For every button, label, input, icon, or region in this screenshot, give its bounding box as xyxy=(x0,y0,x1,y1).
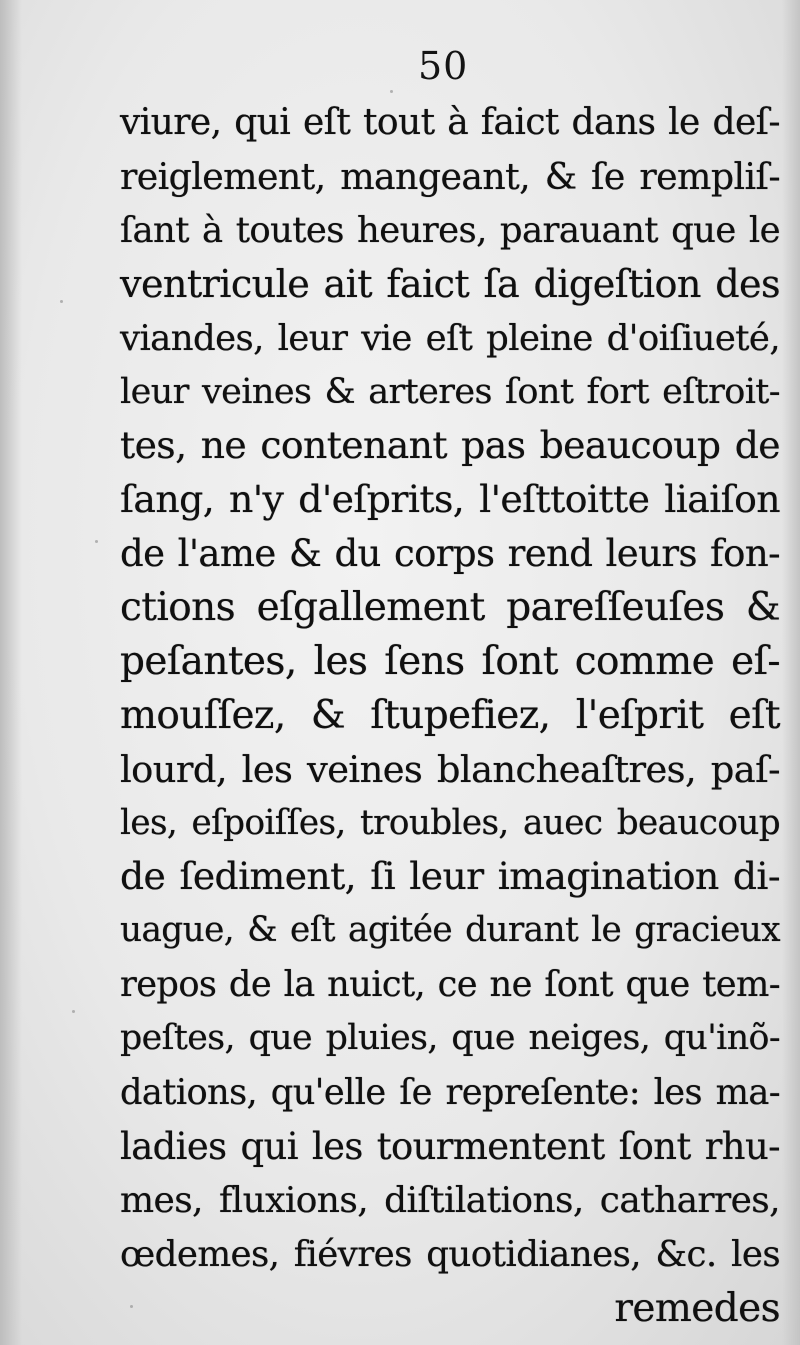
paper-speck xyxy=(60,300,63,303)
text-line: ladies qui les tourmentent ſont rhu- xyxy=(120,1124,780,1168)
text-line: les, eſpoiſſes, troubles, auec beaucoup xyxy=(120,802,780,843)
text-line: leur veines & arteres ſont fort eſtroit- xyxy=(120,371,780,413)
text-line: ventricule ait faict ſa digeſtion des xyxy=(120,261,780,306)
text-line: ctions eſgallement pareſſeuſes & xyxy=(120,585,780,631)
text-line: de l'ame & du corps rend leurs fon- xyxy=(120,532,780,576)
body-text xyxy=(120,96,780,1335)
text-line: ſang, n'y d'eſprits, l'eſttoitte liaiſon xyxy=(120,477,780,522)
catchword: remedes xyxy=(614,1285,780,1331)
text-line: uague, & eſt agitée durant le gracieux xyxy=(120,910,780,951)
text-line: tes, ne contenant pas beaucoup de xyxy=(120,423,780,468)
text-line: peſtes, que pluies, que neiges, qu'inõ- xyxy=(120,1018,780,1059)
text-line: reiglement, mangeant, & ſe rempliſ- xyxy=(120,154,780,198)
text-line: de ſediment, ſi leur imagination di- xyxy=(120,854,780,899)
text-line: dations, qu'elle ſe repreſente: les ma- xyxy=(120,1072,780,1114)
text-line: mes, fluxions, diſtilations, catharres, xyxy=(120,1179,780,1221)
paper-speck xyxy=(95,540,98,543)
text-line: œdemes, fiévres quotidianes, &c. les xyxy=(120,1233,780,1275)
paper-speck xyxy=(72,1010,75,1013)
text-line: peſantes, les ſens ſont comme eſ- xyxy=(120,638,780,684)
text-line: repos de la nuict, ce ne ſont que tem- xyxy=(120,964,780,1006)
text-line: lourd, les veines blancheaſtres, paſ- xyxy=(120,747,780,791)
text-line: mouſſez, & ſtupefiez, l'eſprit eſt xyxy=(120,692,780,738)
text-line: viure, qui eſt tout à faict dans le deſ- xyxy=(120,102,780,143)
text-line: viandes, leur vie eſt pleine d'oiſiueté, xyxy=(120,317,780,359)
paper-speck xyxy=(390,90,393,93)
text-line: ſant à toutes heures, parauant que le xyxy=(120,209,780,251)
page-number: 50 xyxy=(418,44,469,88)
page-right-shadow xyxy=(782,0,800,1345)
page-left-shadow xyxy=(0,0,22,1345)
